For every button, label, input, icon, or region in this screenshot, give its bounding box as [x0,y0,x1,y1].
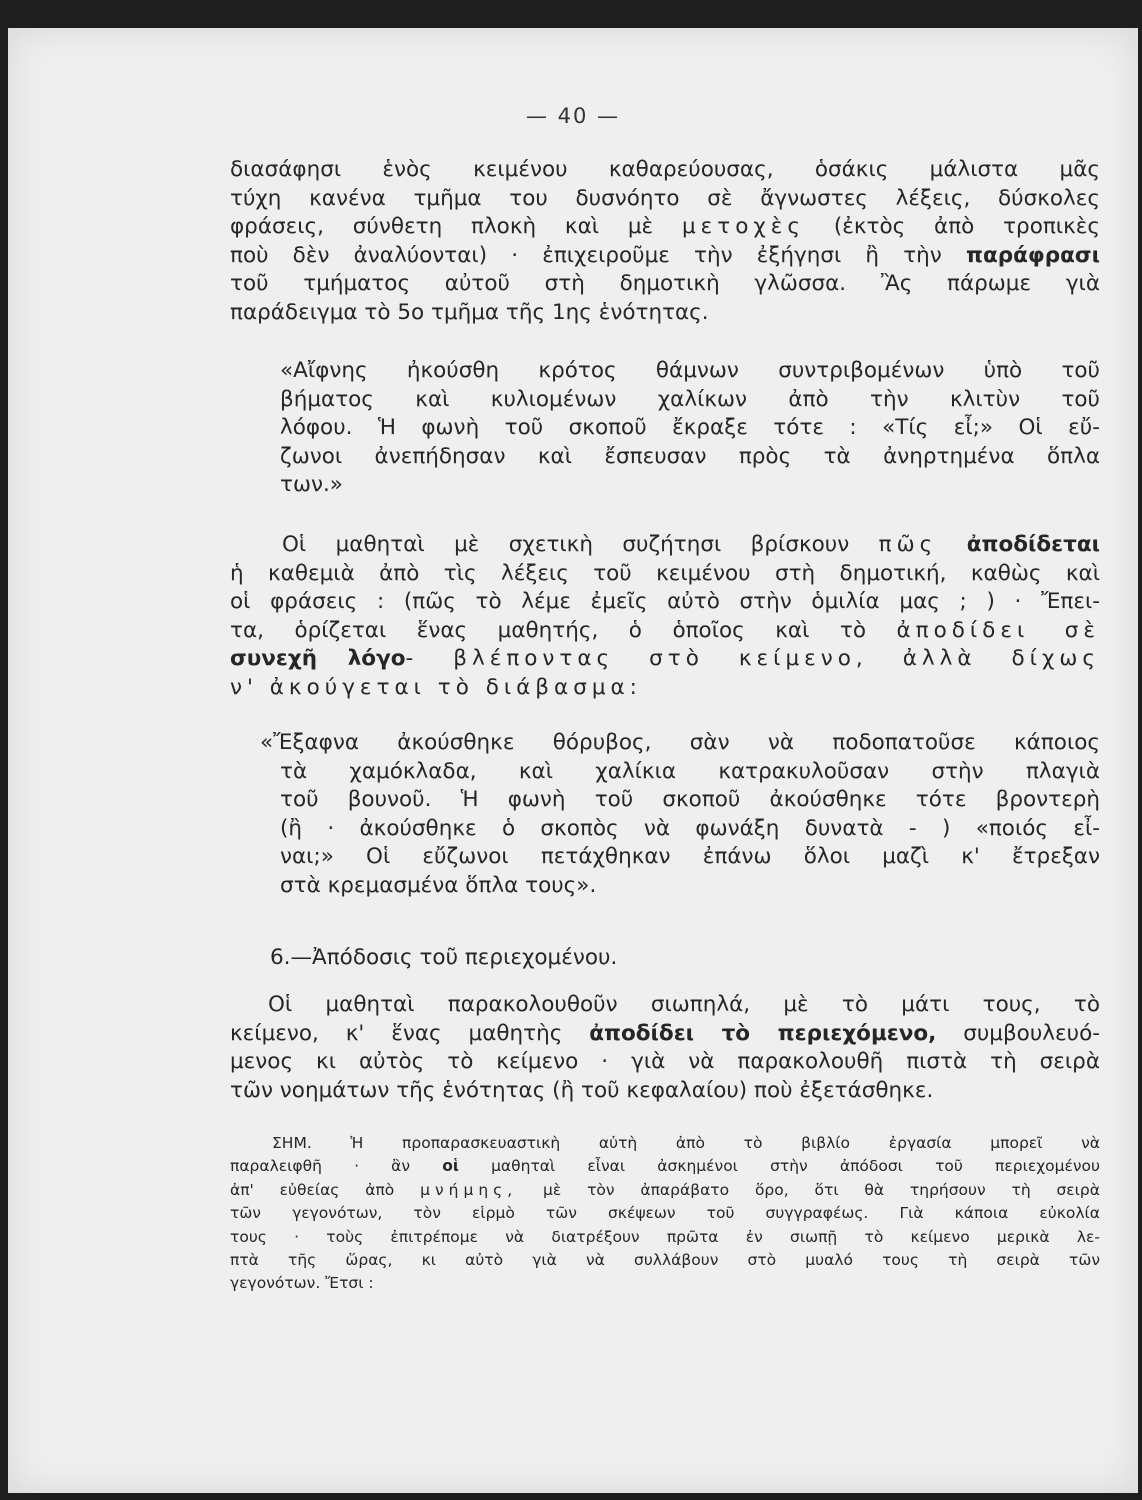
book-page [8,28,1138,1493]
page-number: — 40 — [525,104,621,128]
text-line: ν' ἀκούγεται τὸ διάβασμα: [230,674,642,700]
text-line: «Αἴφνης ἠκούσθη κρότος θάμνων συντριβομένων ὑπὸ τοῦ [280,358,1100,383]
section-heading: 6.—Ἀπόδοσις τοῦ περιεχομένου. [270,945,618,970]
text-line: τῶν γεγονότων, τὸν εἱρμὸ τῶν σκέψεων τοῦ συγγραφέως. Γιὰ κάποια εὐκολία [230,1204,1100,1223]
text-line: τα, ὁρίζεται ἕνας μαθητής, ὁ ὁποῖος καὶ τὸ ἀποδίδει σὲ [230,617,1100,643]
text-line: τους · τοὺς ἐπιτρέπομε νὰ διατρέξουν πρῶτα ἐν σιωπῇ τὸ κείμενο μερικὰ λε- [230,1227,1100,1246]
text-line: διασάφησι ἑνὸς κειμένου καθαρεύουσας, ὁσάκις μάλιστα μᾶς [230,157,1100,182]
text-line: τύχη κανένα τμῆμα του δυσνόητο σὲ ἄγνωστες λέξεις, δύσκολες [230,185,1100,211]
bold-word: παράφρασι [965,242,1100,268]
text-line: παράδειγμα τὸ 5ο τμῆμα τῆς 1ης ἑνότητας. [230,299,709,325]
quote-demotic [260,729,1100,901]
text-line: των.» [280,472,343,498]
spaced-word: πῶς [878,532,938,557]
spaced-word: ἀποδίδει σὲ [896,617,1100,643]
text-line: πτὰ τῆς ὥρας, κι αὐτὸ γιὰ νὰ συλλάβουν στὸ μυαλό τους τὴ σειρὰ τῶν [230,1251,1100,1270]
paragraph-intro [230,156,1100,328]
text-line: λόφου. Ἡ φωνὴ τοῦ σκοποῦ ἔκραξε τότε : «Τίς εἶ;» Οἱ εὔ- [280,415,1100,441]
footnote [230,1132,1100,1296]
text-line: γεγονότων. Ἔτσι : [230,1274,374,1293]
bold-word: ἀποδίδει τὸ περιεχόμενο, [589,1020,937,1046]
text-line: τοῦ τμήματος αὐτοῦ στὴ δημοτικὴ γλῶσσα. Ἂς πάρωμε γιὰ [230,271,1100,297]
text-line: στὰ κρεμασμένα ὅπλα τους». [280,872,597,898]
bold-word: ἀποδίδεται [966,532,1100,557]
text-line: Οἱ μαθηταὶ παρακολουθοῦν σιωπηλά, μὲ τὸ μάτι τους, τὸ [268,992,1100,1017]
spaced-word: μνήμης, [420,1180,518,1199]
text-line: ἀπ' εὐθείας ἀπὸ μνήμης, μὲ τὸν ἀπαράβατο ὅρο, ὅτι θὰ τηρήσουν τὴ σειρὰ [230,1180,1100,1199]
quote-katharevousa [280,357,1100,500]
text-line [230,645,1100,674]
paragraph-summary [230,991,1100,1105]
bold-word: συνεχῆ λόγο [230,646,406,672]
paragraph-translation [230,531,1100,703]
spaced-word: μετοχὲς [681,214,806,240]
text-line: βήματος καὶ κυλιομένων χαλίκων ἀπὸ τὴν κλιτὺν τοῦ [280,386,1100,412]
text-line: κείμενο, κ' ἕνας μαθητὴς ἀποδίδει τὸ περιεχόμενο, συμβουλευό- [230,1020,1100,1046]
text-line: «Ἔξαφνα ἀκούσθηκε θόρυβος, σὰν νὰ ποδοπατοῦσε κάποιος [260,730,1100,755]
text-line: ποὺ δὲν ἀναλύονται) · ἐπιχειροῦμε τὴν ἐξήγησι ἢ τὴν παράφρασι [230,242,1100,268]
text-line: Οἱ μαθηταὶ μὲ σχετικὴ συζήτησι βρίσκουν πῶς ἀποδίδεται [282,532,1100,557]
text-line: τῶν νοημάτων τῆς ἑνότητας (ἢ τοῦ κεφαλαίου) ποὺ ἐξετάσθηκε. [230,1077,934,1103]
text-line: οἱ φράσεις : (πῶς τὸ λέμε ἐμεῖς αὐτὸ στὴν ὁμιλία μας ; ) · Ἔπει- [230,589,1100,615]
text-line: ναι;» Οἱ εὔζωνοι πετάχθηκαν ἐπάνω ὅλοι μαζὶ κ' ἔτρεξαν [280,844,1100,870]
text-line: ζωνοι ἀνεπήδησαν καὶ ἔσπευσαν πρὸς τὰ ἀνηρτημένα ὅπλα [280,443,1100,469]
text-line: τοῦ βουνοῦ. Ἡ φωνὴ τοῦ σκοποῦ ἀκούσθηκε τότε βροντερὴ [280,787,1100,813]
bold-word: οἱ [442,1157,459,1176]
text-line: μενος κι αὐτὸς τὸ κείμενο · γιὰ νὰ παρακολουθῆ πιστὰ τὴ σειρὰ [230,1049,1100,1075]
text-line: φράσεις, σύνθετη πλοκὴ καὶ μὲ μετοχὲς (ἐκτὸς ἀπὸ τροπικὲς [230,214,1100,240]
text-line: (ἢ · ἀκούσθηκε ὁ σκοπὸς νὰ φωνάξη δυνατὰ - ) «ποιός εἶ- [280,815,1100,841]
text-line: ΣΗΜ. Ἡ προπαρασκευαστικὴ αὐτὴ ἀπὸ τὸ βιβλίο ἐργασία μπορεῖ νὰ [272,1134,1100,1152]
text-line: τὰ χαμόκλαδα, καὶ χαλίκια κατρακυλοῦσαν στὴν πλαγιὰ [280,758,1100,784]
text-line: παραλειφθῆ · ἂν οἱ μαθηταὶ εἶναι ἀσκημένοι στὴν ἀπόδοσι τοῦ περιεχομένου [230,1157,1100,1176]
spaced-word: - βλέποντας στὸ κείμενο, ἀλλὰ δίχως [405,646,1100,672]
text-line: ἡ καθεμιὰ ἀπὸ τὶς λέξεις τοῦ κειμένου στὴ δημοτική, καθὼς καὶ [230,560,1100,586]
